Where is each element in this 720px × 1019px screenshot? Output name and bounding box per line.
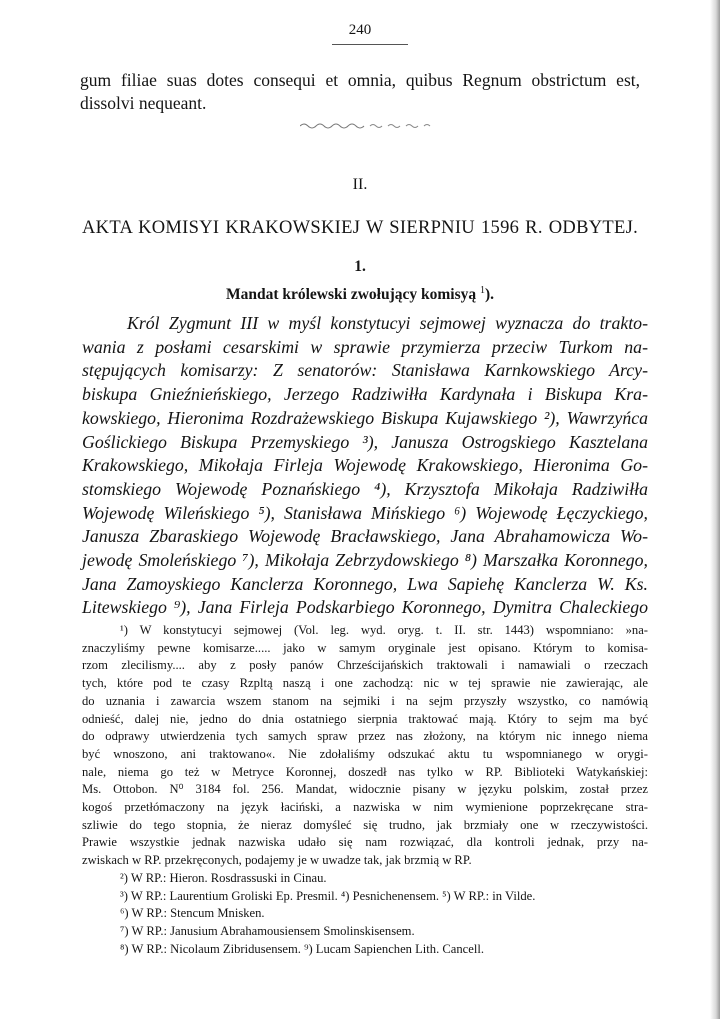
summary-line: biskupa Gnieźnieńskiego, Jerzego Radziwiłła Kardynała i Biskupa Kra- [82,384,648,405]
title-paren-dot: ). [485,286,495,304]
page-edge-shadow [710,0,720,1019]
ornament-divider [300,121,435,131]
summary-line: jewodę Smoleńskiego ⁷), Mikołaja Zebrzydowskiego ⁸) Marszałka Koronnego, [82,550,648,571]
footnote-line: Ms. Ottobon. N⁰ 3184 fol. 256. Mandat, widocznie pisany w języku polskim, został przez [82,782,648,797]
short-note: ²) W RP.: Hieron. Rosdrassuski in Cinau. [120,870,327,885]
footnote-line: Prawie wszystkie jednak nazwiska udało się nam rozwiązać, dla kontroli jednak, przy na- [82,835,648,850]
footnote-line: zwiskach w RP. przekręconych, podajemy je w uwadze tak, jak brzmią w RP. [82,853,472,868]
summary-line: Jana Zamoyskiego Kanclerza Koronnego, Lwa Sapiehę Kanclerza W. Ks. [82,573,648,594]
page-number: 240 [348,22,372,38]
footnote-line: ¹) W konstytucyi sejmowej (Vol. leg. wyd. oryg. t. II. str. 1443) wspomniano: »na- [120,623,648,637]
summary-line: Krakowskiego, Mikołaja Firleja Wojewodę Krakowskiego, Hieronima Go- [82,455,648,476]
footnote-line: odnieść, dalej nie, jedno do dnia ostatniego sierpnia traktować mają. Który to sejm ma być [82,711,648,726]
summary-line: Wojewodę Wileńskiego ⁵), Stanisława Mińskiego ⁶) Wojewodę Łęczyckiego, [82,502,648,523]
summary-line: stępujących komisarzy: Z senatorów: Stanisława Karnkowskiego Arcy- [82,360,648,381]
footnote-line: być wnoszono, ani traktowano«. Nie zdołaliśmy odszukać aktu tu wspomnianego w orygi- [82,746,648,761]
document-title-block [0,285,720,304]
footnote-line: kogoś przetłómaczony na język łaciński, a nazwiska w nim wymienione poprzekręcane stra- [82,800,648,815]
footnote-line: rzom zlecilismy.... aby z posły panów Chrześcijańskich traktowali i namawiali o rzeczach [82,658,648,673]
footnote-line: tych, które pod te czasy Rzpltą naszą i one zachodzą: nic w tej sprawie nie zawierając, ale [82,676,648,691]
short-note: ³) W RP.: Laurentium Groliski Ep. Presmil. ⁴) Pesnichenensem. ⁵) W RP.: in Vilde. [120,888,536,903]
summary-line: wania z posłami cesarskimi w sprawie przymierza przeciw Turkom na- [82,336,648,357]
summary-line: Król Zygmunt III w myśl konstytucyi sejmowej wyznacza do trakto- [127,313,648,333]
section-number: II. [352,176,368,193]
footnote-marker: 1 [480,285,485,296]
document-summary [82,312,648,620]
footnote-line: znaczyliśmy pewne komisarze..... jako w samym oryginale jest opisano. Którym to komisa- [82,640,648,655]
summary-line: Litewskiego ⁹), Jana Firleja Podskarbiego Koronnego, Dymitra Chaleckiego [82,597,648,618]
footnote-line: do uznania i zawarcia wszem stanom na sejmiki i na sejm przyszły wszystko, co namówią [82,693,648,708]
summary-line: Janusza Zbaraskiego Wojewodę Bracławskiego, Jana Abrahamowicza Wo- [82,526,648,547]
short-note: ⁶) W RP.: Stencum Mnisken. [120,906,265,921]
section-heading: AKTA KOMISYI KRAKOWSKIEJ W SIERPNIU 1596 R. ODBYTEJ. [82,218,638,238]
footnotes [82,622,648,958]
intro-line: dissolvi nequeant. [80,93,207,113]
short-note: ⁷) W RP.: Janusium Abrahamousiensem Smolinskisensem. [120,923,415,938]
intro-paragraph [80,69,640,115]
summary-line: Goślickiego Biskupa Przemyskiego ³), Janusza Ostrogskiego Kasztelana [82,431,648,452]
intro-line: gum filiae suas dotes consequi et omnia, quibus Regnum obstrictum est, [80,70,640,90]
footnote-line: do odprawy utwierdzenia tych samych spraw przez nas złożony, na którym nic innego niema [82,729,648,744]
footnote-line: szliwie do tego stopnia, że nieraz domyśleć się trudno, jak brzmiały one w rzeczywistości. [82,817,648,832]
footnote-line: nale, niema go też w Metryce Koronnej, doszedł nas tylko w RP. Biblioteki Watykańskiej: [82,764,648,779]
document-title: Mandat królewski zwołujący komisyą [225,286,477,304]
summary-line: stomskiego Wojewodę Poznańskiego ⁴), Krzysztofa Mikołaja Radziwiłła [82,478,648,499]
short-note: ⁸) W RP.: Nicolaum Zibridusensem. ⁹) Lucam Sapienchen Lith. Cancell. [120,941,485,956]
summary-line: kowskiego, Hieronima Rozdrażewskiego Biskupa Kujawskiego ²), Wawrzyńca [82,407,648,428]
document-number: 1. [354,258,366,275]
page-number-rule [332,44,408,45]
